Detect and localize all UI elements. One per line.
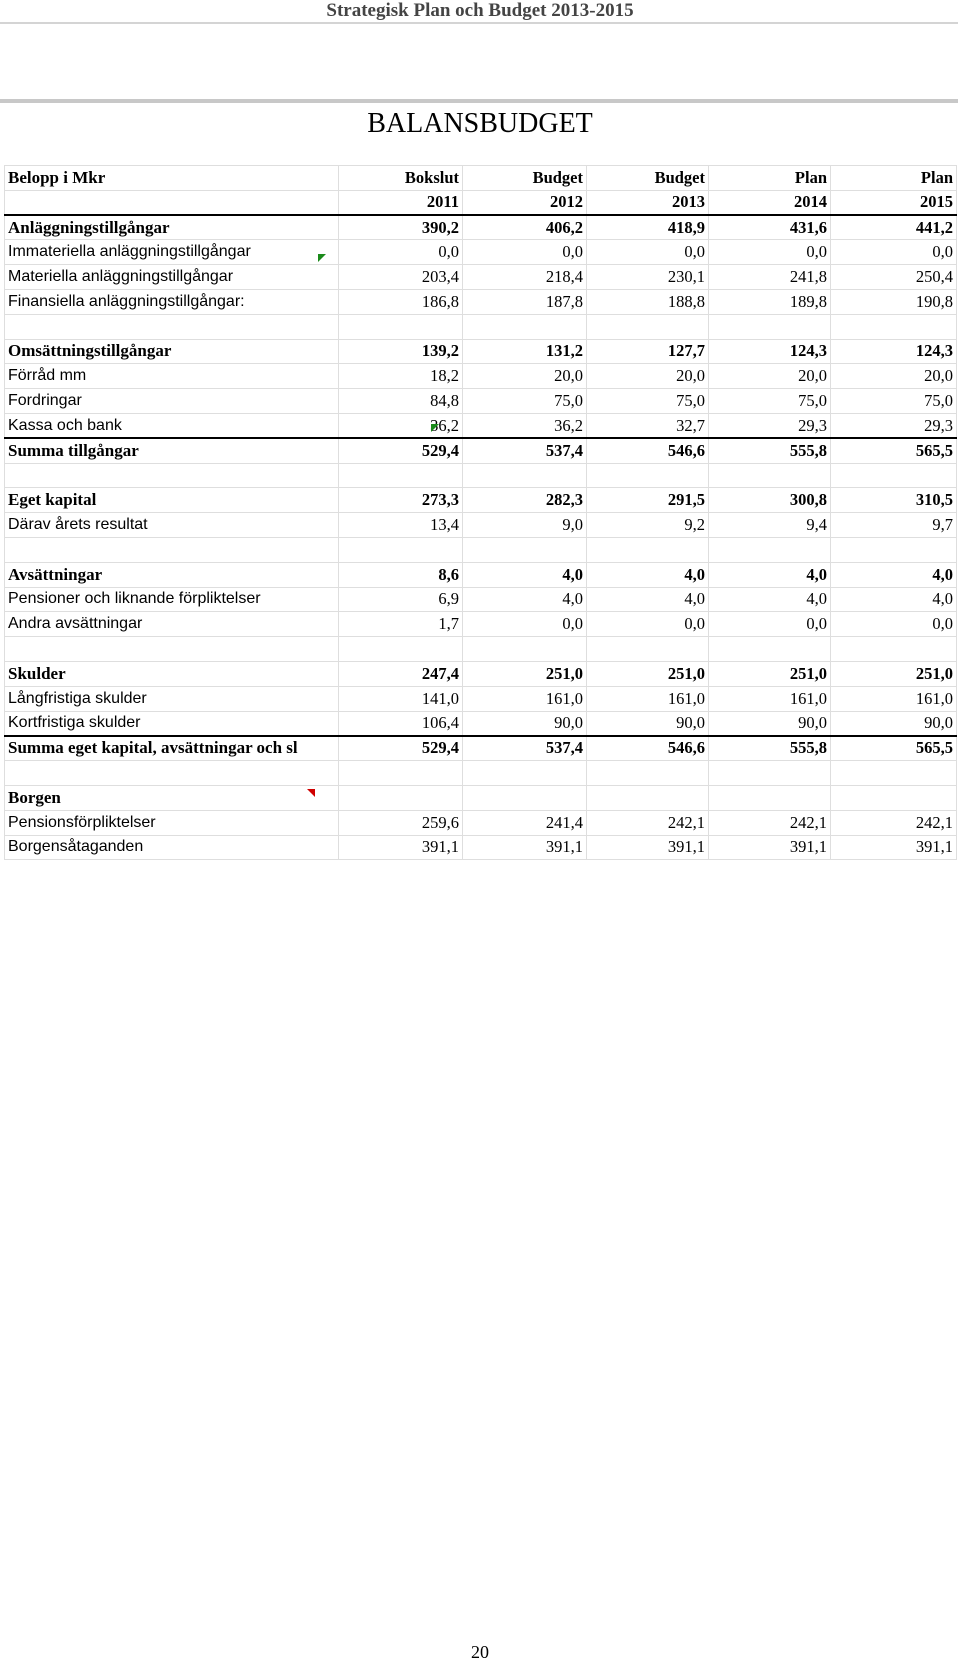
value-cell xyxy=(587,785,709,810)
table-spacer-row xyxy=(5,761,957,786)
table-spacer-row xyxy=(5,314,957,339)
value-cell: 4,0 xyxy=(587,587,709,612)
value-cell: 0,0 xyxy=(463,240,587,265)
value-cell: 406,2 xyxy=(463,215,587,240)
value-cell: 20,0 xyxy=(831,364,957,389)
table-row xyxy=(5,661,957,686)
table-row xyxy=(5,389,957,414)
value-cell: 90,0 xyxy=(463,711,587,736)
row-label xyxy=(5,761,339,786)
value-cell: 390,2 xyxy=(339,215,463,240)
value-cell: 537,4 xyxy=(463,438,587,463)
value-cell xyxy=(709,785,831,810)
value-cell: 0,0 xyxy=(587,612,709,637)
value-cell: 124,3 xyxy=(709,339,831,364)
header-divider xyxy=(0,22,958,24)
value-cell: 124,3 xyxy=(831,339,957,364)
value-cell: 75,0 xyxy=(463,389,587,414)
value-cell: 90,0 xyxy=(587,711,709,736)
value-cell: 29,3 xyxy=(709,413,831,438)
table-row xyxy=(5,364,957,389)
value-cell: 186,8 xyxy=(339,289,463,314)
value-cell: 242,1 xyxy=(709,810,831,835)
value-cell xyxy=(831,785,957,810)
value-cell: 127,7 xyxy=(587,339,709,364)
table-row xyxy=(5,265,957,290)
table-row xyxy=(5,612,957,637)
value-cell xyxy=(339,761,463,786)
table-spacer-row xyxy=(5,537,957,562)
row-label: Pensionsförpliktelser xyxy=(5,810,339,835)
row-label: Immateriella anläggningstillgångar xyxy=(5,240,339,265)
value-cell xyxy=(339,637,463,662)
table-row xyxy=(5,711,957,736)
value-cell: 188,8 xyxy=(587,289,709,314)
value-cell xyxy=(339,537,463,562)
table-row xyxy=(5,835,957,860)
value-cell: 250,4 xyxy=(831,265,957,290)
value-cell: 431,6 xyxy=(709,215,831,240)
value-cell: 20,0 xyxy=(463,364,587,389)
row-label: Anläggningstillgångar xyxy=(5,215,339,240)
value-cell: 441,2 xyxy=(831,215,957,240)
value-cell: 418,9 xyxy=(587,215,709,240)
page-title: BALANSBUDGET xyxy=(367,108,593,139)
value-cell: 282,3 xyxy=(463,488,587,513)
table-row xyxy=(5,413,957,438)
value-cell xyxy=(339,785,463,810)
title-divider xyxy=(0,99,958,103)
value-cell: 9,7 xyxy=(831,513,957,538)
value-cell: 161,0 xyxy=(709,686,831,711)
table-row xyxy=(5,513,957,538)
value-cell xyxy=(587,761,709,786)
value-cell: 20,0 xyxy=(587,364,709,389)
value-cell xyxy=(463,785,587,810)
value-cell: 242,1 xyxy=(831,810,957,835)
value-cell: 565,5 xyxy=(831,736,957,761)
value-cell: 1,7 xyxy=(339,612,463,637)
value-cell: 161,0 xyxy=(463,686,587,711)
value-cell: 391,1 xyxy=(709,835,831,860)
value-cell: 241,4 xyxy=(463,810,587,835)
table-row xyxy=(5,488,957,513)
value-cell: 242,1 xyxy=(587,810,709,835)
row-label xyxy=(5,537,339,562)
value-cell: 4,0 xyxy=(709,587,831,612)
row-label: Kortfristiga skulder xyxy=(5,711,339,736)
value-cell: 546,6 xyxy=(587,736,709,761)
value-cell: 90,0 xyxy=(831,711,957,736)
value-cell: 241,8 xyxy=(709,265,831,290)
value-cell: 161,0 xyxy=(831,686,957,711)
row-label: Avsättningar xyxy=(5,562,339,587)
value-cell: 4,0 xyxy=(463,562,587,587)
column-header-label: Belopp i Mkr xyxy=(5,166,339,191)
row-label xyxy=(5,314,339,339)
value-cell: 0,0 xyxy=(709,612,831,637)
value-cell: 187,8 xyxy=(463,289,587,314)
table-row xyxy=(5,339,957,364)
row-label: Andra avsättningar xyxy=(5,612,339,637)
value-cell xyxy=(463,537,587,562)
table-spacer-row xyxy=(5,463,957,488)
table-header-row xyxy=(5,166,957,191)
value-cell: 529,4 xyxy=(339,736,463,761)
value-cell: 529,4 xyxy=(339,438,463,463)
table-row xyxy=(5,686,957,711)
value-cell: 247,4 xyxy=(339,661,463,686)
value-cell xyxy=(709,314,831,339)
row-label: Förråd mm xyxy=(5,364,339,389)
table-header-row xyxy=(5,190,957,215)
value-cell xyxy=(339,314,463,339)
value-cell: 546,6 xyxy=(587,438,709,463)
row-label: Summa eget kapital, avsättningar och sl xyxy=(5,736,339,761)
column-year: 2013 xyxy=(587,190,709,215)
value-cell: 32,7 xyxy=(587,413,709,438)
value-cell: 391,1 xyxy=(463,835,587,860)
row-label: Kassa och bank xyxy=(5,413,339,438)
value-cell xyxy=(831,761,957,786)
value-cell xyxy=(831,537,957,562)
value-cell: 273,3 xyxy=(339,488,463,513)
document-header: Strategisk Plan och Budget 2013-2015 xyxy=(326,0,634,21)
value-cell: 20,0 xyxy=(709,364,831,389)
page-number: 20 xyxy=(471,1642,489,1662)
value-cell xyxy=(463,463,587,488)
value-cell: 251,0 xyxy=(463,661,587,686)
row-label: Eget kapital xyxy=(5,488,339,513)
value-cell: 391,1 xyxy=(339,835,463,860)
column-header: Budget xyxy=(587,166,709,191)
value-cell xyxy=(587,637,709,662)
value-cell xyxy=(587,537,709,562)
table-spacer-row xyxy=(5,637,957,662)
value-cell: 18,2 xyxy=(339,364,463,389)
table-row xyxy=(5,562,957,587)
column-year: 2015 xyxy=(831,190,957,215)
value-cell: 29,3 xyxy=(831,413,957,438)
value-cell: 36,2 xyxy=(463,413,587,438)
row-label: Därav årets resultat xyxy=(5,513,339,538)
row-label: Långfristiga skulder xyxy=(5,686,339,711)
value-cell: 9,0 xyxy=(463,513,587,538)
value-cell: 251,0 xyxy=(831,661,957,686)
row-label: Summa tillgångar xyxy=(5,438,339,463)
value-cell: 4,0 xyxy=(587,562,709,587)
value-cell: 0,0 xyxy=(587,240,709,265)
value-cell xyxy=(587,463,709,488)
row-label xyxy=(5,637,339,662)
value-cell: 141,0 xyxy=(339,686,463,711)
value-cell xyxy=(831,314,957,339)
value-cell xyxy=(831,463,957,488)
cell-comment-indicator xyxy=(307,789,315,797)
row-label xyxy=(5,463,339,488)
value-cell: 291,5 xyxy=(587,488,709,513)
value-cell: 4,0 xyxy=(709,562,831,587)
value-cell: 75,0 xyxy=(709,389,831,414)
value-cell: 75,0 xyxy=(831,389,957,414)
value-cell xyxy=(463,314,587,339)
value-cell: 555,8 xyxy=(709,736,831,761)
value-cell xyxy=(463,637,587,662)
table-row xyxy=(5,289,957,314)
value-cell: 4,0 xyxy=(831,562,957,587)
value-cell: 259,6 xyxy=(339,810,463,835)
value-cell: 131,2 xyxy=(463,339,587,364)
balance-budget-table xyxy=(4,165,957,860)
value-cell xyxy=(709,463,831,488)
value-cell: 0,0 xyxy=(831,612,957,637)
value-cell: 0,0 xyxy=(339,240,463,265)
value-cell: 300,8 xyxy=(709,488,831,513)
value-cell: 555,8 xyxy=(709,438,831,463)
table-row xyxy=(5,785,957,810)
value-cell: 251,0 xyxy=(709,661,831,686)
value-cell: 13,4 xyxy=(339,513,463,538)
value-cell: 391,1 xyxy=(831,835,957,860)
table-row xyxy=(5,736,957,761)
column-year: 2014 xyxy=(709,190,831,215)
row-label: Borgen xyxy=(5,785,339,810)
value-cell: 8,6 xyxy=(339,562,463,587)
table-row xyxy=(5,215,957,240)
value-cell: 251,0 xyxy=(587,661,709,686)
value-cell xyxy=(587,314,709,339)
value-cell: 189,8 xyxy=(709,289,831,314)
value-cell: 4,0 xyxy=(831,587,957,612)
column-header: Plan xyxy=(709,166,831,191)
row-label: Omsättningstillgångar xyxy=(5,339,339,364)
row-label: Materiella anläggningstillgångar xyxy=(5,265,339,290)
row-label: Borgensåtaganden xyxy=(5,835,339,860)
table-row xyxy=(5,810,957,835)
value-cell: 565,5 xyxy=(831,438,957,463)
value-cell: 230,1 xyxy=(587,265,709,290)
value-cell: 9,4 xyxy=(709,513,831,538)
value-cell: 84,8 xyxy=(339,389,463,414)
value-cell: 310,5 xyxy=(831,488,957,513)
table-row xyxy=(5,438,957,463)
value-cell xyxy=(709,637,831,662)
value-cell: 218,4 xyxy=(463,265,587,290)
table-row xyxy=(5,240,957,265)
value-cell: 161,0 xyxy=(587,686,709,711)
value-cell: 0,0 xyxy=(831,240,957,265)
value-cell: 4,0 xyxy=(463,587,587,612)
column-header: Budget xyxy=(463,166,587,191)
value-cell: 36,2 xyxy=(339,413,463,438)
value-cell: 190,8 xyxy=(831,289,957,314)
value-cell xyxy=(709,761,831,786)
value-cell: 75,0 xyxy=(587,389,709,414)
value-cell: 9,2 xyxy=(587,513,709,538)
value-cell xyxy=(463,761,587,786)
value-cell: 6,9 xyxy=(339,587,463,612)
value-cell: 0,0 xyxy=(463,612,587,637)
value-cell: 0,0 xyxy=(709,240,831,265)
value-cell: 139,2 xyxy=(339,339,463,364)
value-cell: 391,1 xyxy=(587,835,709,860)
table-row xyxy=(5,587,957,612)
value-cell xyxy=(709,537,831,562)
column-year: 2012 xyxy=(463,190,587,215)
value-cell: 537,4 xyxy=(463,736,587,761)
cell-comment-indicator xyxy=(318,254,326,262)
row-label: Finansiella anläggningstillgångar: xyxy=(5,289,339,314)
row-label: Fordringar xyxy=(5,389,339,414)
row-label: Skulder xyxy=(5,661,339,686)
value-cell: 90,0 xyxy=(709,711,831,736)
column-header-label xyxy=(5,190,339,215)
row-label: Pensioner och liknande förpliktelser xyxy=(5,587,339,612)
column-year: 2011 xyxy=(339,190,463,215)
value-cell xyxy=(339,463,463,488)
value-cell: 106,4 xyxy=(339,711,463,736)
value-cell: 203,4 xyxy=(339,265,463,290)
cell-comment-indicator xyxy=(431,424,439,432)
value-cell xyxy=(831,637,957,662)
column-header: Plan xyxy=(831,166,957,191)
column-header: Bokslut xyxy=(339,166,463,191)
